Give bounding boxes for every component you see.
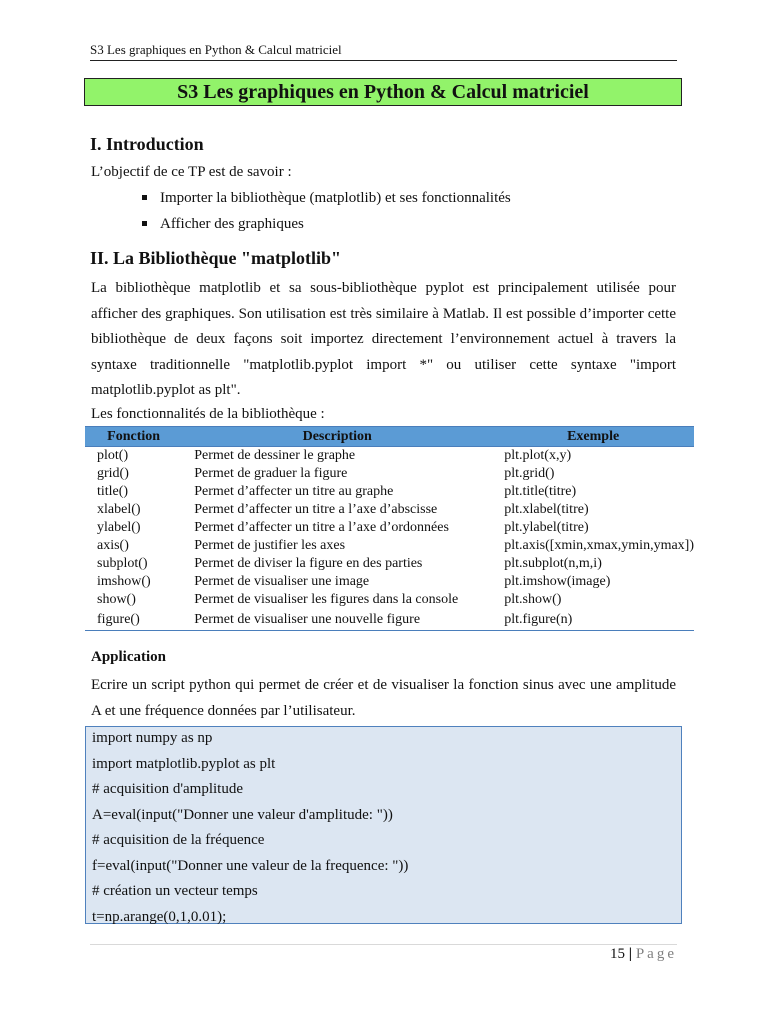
cell-function: plot() xyxy=(97,448,129,463)
intro-lead: L’objectif de ce TP est de savoir : xyxy=(91,164,292,180)
cell-example: plt.xlabel(titre) xyxy=(504,502,589,517)
footer-divider xyxy=(90,944,677,945)
cell-example: plt.grid() xyxy=(504,466,555,481)
cell-description: Permet de visualiser une nouvelle figure xyxy=(182,609,492,631)
cell-function: show() xyxy=(97,592,136,607)
footer-separator: | xyxy=(628,946,633,962)
table-row xyxy=(85,573,694,591)
column-header-description: Description xyxy=(182,427,492,447)
cell-function: title() xyxy=(97,484,129,499)
table-row xyxy=(85,519,694,537)
cell-description: Permet de justifier les axes xyxy=(194,538,346,553)
cell-description: Permet de dessiner le graphe xyxy=(194,448,356,463)
cell-description: Permet d’affecter un titre a l’axe d’ordonnées xyxy=(194,520,449,535)
running-header: S3 Les graphiques en Python & Calcul matriciel xyxy=(90,42,677,61)
cell-example: plt.title(titre) xyxy=(504,484,577,499)
cell-description: Permet de graduer la figure xyxy=(194,466,348,481)
code-line: t=np.arange(0,1,0.01); xyxy=(92,908,227,925)
cell-description: Permet d’affecter un titre a l’axe d’abscisse xyxy=(194,502,438,517)
column-header-fonction: Fonction xyxy=(85,427,182,447)
cell-example: plt.axis([xmin,xmax,ymin,ymax]) xyxy=(504,538,694,553)
cell-example: plt.figure(n) xyxy=(492,609,694,631)
table-row xyxy=(85,447,694,466)
cell-function: figure() xyxy=(85,609,182,631)
bullet-item: Importer la bibliothèque (matplotlib) et ses fonctionnalités xyxy=(140,188,511,214)
cell-function: grid() xyxy=(97,466,129,481)
code-block xyxy=(85,726,682,924)
cell-example: plt.show() xyxy=(504,592,562,607)
code-line: # création un vecteur temps xyxy=(92,883,258,899)
cell-description: Permet de visualiser les figures dans la console xyxy=(194,592,459,607)
cell-description: Permet de visualiser une image xyxy=(194,574,370,589)
table-row xyxy=(85,555,694,573)
intro-heading: I. Introduction xyxy=(90,134,204,154)
code-line: # acquisition d'amplitude xyxy=(92,781,244,797)
table-row xyxy=(85,483,694,501)
cell-function: subplot() xyxy=(97,556,148,571)
intro-bullet-list xyxy=(140,188,511,240)
page-label: Page xyxy=(635,946,677,962)
cell-example: plt.subplot(n,m,i) xyxy=(504,556,602,571)
code-line: import matplotlib.pyplot as plt xyxy=(92,755,276,772)
table-row xyxy=(85,465,694,483)
code-line: import numpy as np xyxy=(92,730,213,746)
code-line: A=eval(input("Donner une valeur d'amplitude: ")) xyxy=(92,806,393,823)
cell-function: imshow() xyxy=(97,574,151,589)
library-paragraph: La bibliothèque matplotlib et sa sous-bibliothèque pyplot est principalement utilisée pour afficher des graphiques. Son utilisation est très similaire à Matlab. Il est possible d’importer cette bibliothèque de deux façons soit importez directement l’environnement actuel à travers la syntaxe traditionnelle "matplotlib.pyplot import *" ou utiliser cette syntaxe "import matplotlib.pyplot as plt". xyxy=(91,280,676,398)
table-header-row xyxy=(85,427,694,447)
column-header-exemple: Exemple xyxy=(492,427,694,447)
table-row xyxy=(85,591,694,609)
table-caption: Les fonctionnalités de la bibliothèque : xyxy=(91,406,325,422)
code-line: # acquisition de la fréquence xyxy=(92,832,265,848)
cell-function: axis() xyxy=(97,538,129,553)
bullet-item: Afficher des graphiques xyxy=(140,214,511,240)
table-row xyxy=(85,501,694,519)
cell-example: plt.imshow(image) xyxy=(504,574,611,589)
application-heading: Application xyxy=(91,649,167,665)
code-line: f=eval(input("Donner une valeur de la frequence: ")) xyxy=(92,857,409,874)
cell-function: ylabel() xyxy=(97,520,141,535)
cell-description: Permet d’affecter un titre au graphe xyxy=(194,484,394,499)
application-text: Ecrire un script python qui permet de créer et de visualiser la fonction sinus avec une amplitude A et une fréquence données par l’utilisateur. xyxy=(91,677,676,719)
page-footer xyxy=(610,946,677,963)
table-row xyxy=(85,609,694,631)
cell-example: plt.ylabel(titre) xyxy=(504,520,589,535)
page-title: S3 Les graphiques en Python & Calcul matriciel xyxy=(84,78,682,106)
cell-function: xlabel() xyxy=(97,502,141,517)
table-row xyxy=(85,537,694,555)
cell-description: Permet de diviser la figure en des parties xyxy=(194,556,423,571)
cell-example: plt.plot(x,y) xyxy=(504,448,572,463)
page-number: 15 xyxy=(610,946,626,962)
library-heading: II. La Bibliothèque "matplotlib" xyxy=(90,248,342,268)
functions-table xyxy=(85,426,694,631)
